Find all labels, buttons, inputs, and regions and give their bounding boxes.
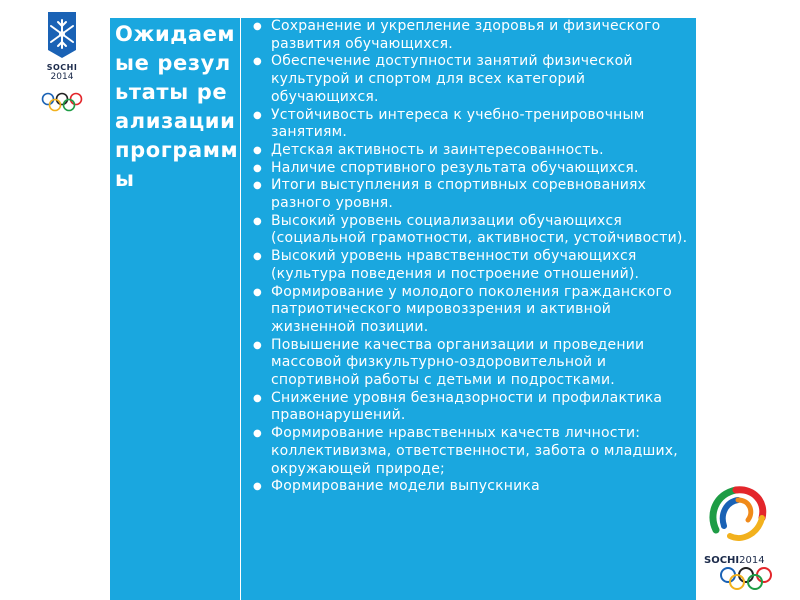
- brand-name: SOCHI: [704, 555, 740, 566]
- list-item-text: Итоги выступления в спортивных соревнованиях разного уровня.: [271, 177, 647, 212]
- bullet-icon: ●: [253, 215, 262, 227]
- list-item-text: Высокий уровень социализации обучающихся (социальной грамотности, активности, устойчивости).: [271, 212, 688, 247]
- bullet-icon: ●: [253, 162, 262, 174]
- bullet-icon: ●: [253, 251, 262, 263]
- list-item: [241, 107, 696, 142]
- list-item: [241, 390, 696, 425]
- bullet-icon: ●: [253, 481, 262, 493]
- table-heading: Ожидаемые результаты реализации программы: [115, 22, 239, 191]
- sochi-wordmark-top: [42, 64, 82, 82]
- list-item: [241, 425, 696, 478]
- list-item-text: Формирование у молодого поколения гражданского патриотического мировоззрения и активной жизненной позиции.: [271, 283, 672, 335]
- list-item: [241, 142, 696, 160]
- sochi-wordmark-bottom: [704, 550, 765, 566]
- list-item-text: Сохранение и укрепление здоровья и физического развития обучающихся.: [271, 18, 661, 52]
- list-item: [241, 337, 696, 390]
- list-item-text: Снижение уровня безнадзорности и профилактика правонарушений.: [271, 389, 663, 424]
- results-list: [241, 18, 696, 496]
- bullet-icon: ●: [253, 21, 262, 32]
- list-item: [241, 213, 696, 248]
- bullet-icon: ●: [253, 392, 262, 404]
- list-item: [241, 478, 696, 496]
- snowflake-emblem-icon: [42, 10, 82, 60]
- olympic-rings-icon: [718, 566, 774, 590]
- list-item-text: Высокий уровень нравственности обучающихся (культура поведения и построение отношений).: [271, 248, 640, 282]
- list-item: [241, 18, 696, 53]
- bullet-icon: ●: [253, 428, 262, 440]
- paralympic-flame-emblem-icon: [702, 480, 772, 550]
- sochi-logo-top: [34, 8, 90, 118]
- list-item-text: Формирование модели выпускника: [271, 478, 540, 495]
- list-item: [241, 177, 696, 212]
- sochi-logo-bottom: [700, 480, 780, 590]
- heading-cell: [110, 18, 241, 600]
- bullet-icon: ●: [253, 339, 262, 351]
- brand-year: 2014: [739, 555, 765, 566]
- results-cell: [241, 18, 696, 600]
- list-item-text: Наличие спортивного результата обучающихся.: [271, 159, 639, 176]
- brand-year: 2014: [50, 72, 74, 82]
- list-item-text: Детская активность и заинтересованность.: [271, 141, 604, 158]
- list-item: [241, 248, 696, 283]
- results-table: [110, 18, 696, 600]
- list-item-text: Обеспечение доступности занятий физической культурой и спортом для всех категорий обучающихся.: [271, 53, 633, 105]
- list-item: [241, 284, 696, 337]
- bullet-icon: ●: [253, 286, 262, 298]
- list-item-text: Устойчивость интереса к учебно-тренировочным занятиям.: [271, 106, 645, 141]
- brand-name: SOCHI: [46, 63, 78, 72]
- olympic-rings-icon: [40, 92, 84, 112]
- list-item-text: Повышение качества организации и проведении массовой физкультурно-оздоровительной и спортивной работы с детьми и подростками.: [271, 336, 645, 389]
- bullet-icon: ●: [253, 180, 262, 192]
- list-item: [241, 53, 696, 106]
- bullet-icon: ●: [253, 56, 262, 68]
- list-item-text: Формирование нравственных качеств личности: коллективизма, ответственности, забота о младших, окружающей природе;: [271, 425, 678, 477]
- bullet-icon: ●: [253, 109, 262, 121]
- list-item: [241, 160, 696, 178]
- bullet-icon: ●: [253, 144, 262, 156]
